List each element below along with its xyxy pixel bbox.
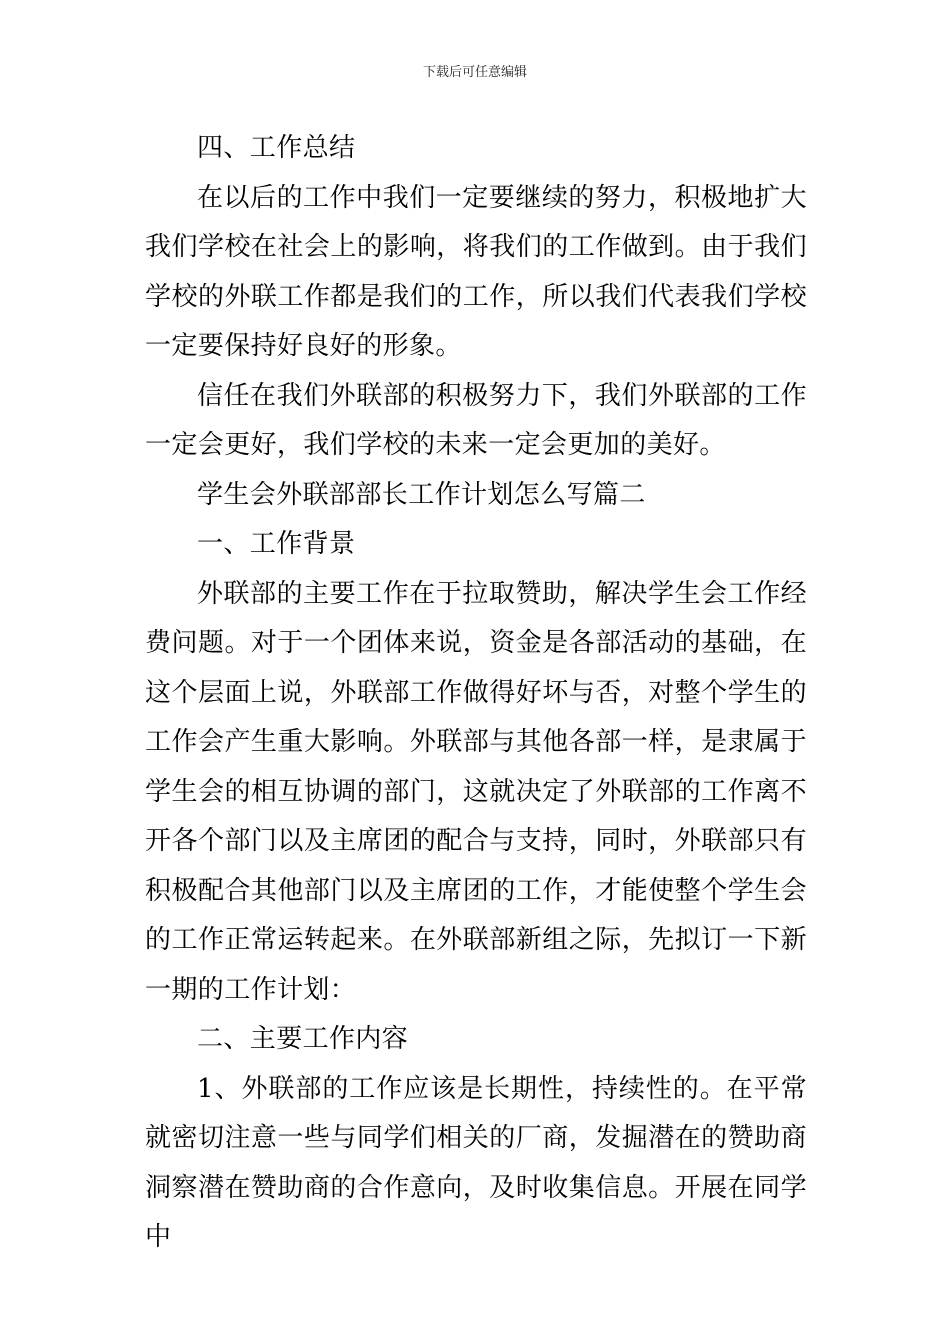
paragraph: 外联部的主要工作在于拉取赞助，解决学生会工作经费问题。对于一个团体来说，资金是各部活动的基础，在这个层面上说，外联部工作做得好坏与否，对整个学生的工作会产生重大影响。外联部与其他各部一样，是隶属于学生会的相互协调的部门，这就决定了外联部的工作离不开各个部门以及主席团的配合与支持，同时，外联部只有积极配合其他部门以及主席团的工作，才能使整个学生会的工作正常运转起来。在外联部新组之际，先拟订一下新一期的工作计划： [145,578,807,1005]
page-header: 下载后可任意编辑 [422,65,527,80]
section-heading-content: 二、主要工作内容 [197,1024,409,1054]
paragraph: 信任在我们外联部的积极努力下，我们外联部的工作一定会更好，我们学校的未来一定会更加的美好。 [145,380,807,460]
section-heading-background: 一、工作背景 [197,529,356,559]
paragraph: 在以后的工作中我们一定要继续的努力，积极地扩大我们学校在社会上的影响，将我们的工作做到。由于我们学校的外联工作都是我们的工作，所以我们代表我们学校一定要保持好良好的形象。 [145,182,807,361]
section-heading-summary: 四、工作总结 [197,133,356,163]
paragraph: 1、外联部的工作应该是长期性，持续性的。在平常就密切注意一些与同学们相关的厂商，发掘潜在的赞助商洞察潜在赞助商的合作意向，及时收集信息。开展在同学中 [145,1073,807,1252]
document-body [145,124,807,1263]
document-title: 学生会外联部部长工作计划怎么写篇二 [197,479,646,510]
